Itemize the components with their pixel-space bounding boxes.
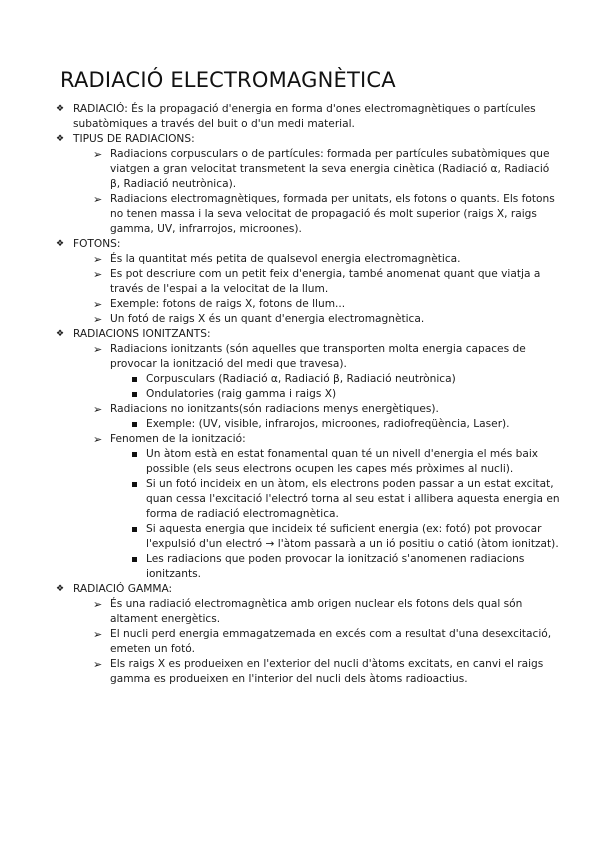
detail-item xyxy=(130,417,560,432)
sub-item xyxy=(93,657,560,687)
detail-text: Si un fotó incideix en un àtom, els electrons poden passar a un estat excitat, quan cessa l'excitació l'electró torna al seu estat i allibera aquesta energia en forma de radiació electromagnètica. xyxy=(146,478,560,520)
arrowhead-bullet-icon: ➢ xyxy=(93,433,103,446)
detail-item xyxy=(130,387,560,402)
diamond-bullet-icon: ❖ xyxy=(56,239,65,249)
sub-item-text: Radiacions no ionitzants(són radiacions menys energètiques). xyxy=(110,403,439,415)
sub-item-text: Els raigs X es produeixen en l'exterior del nucli d'àtoms excitats, en canvi el raigs gamma es produeixen en l'interior del nucli dels àtoms radioactius. xyxy=(110,658,544,685)
detail-item xyxy=(130,477,560,522)
sub-item-text: Exemple: fotons de raigs X, fotons de llum... xyxy=(110,298,346,310)
square-bullet-icon xyxy=(132,527,137,532)
diamond-bullet-icon: ❖ xyxy=(56,104,65,114)
sub-item xyxy=(93,252,560,267)
detail-text: Corpusculars (Radiació α, Radiació β, Radiació neutrònica) xyxy=(146,373,456,385)
square-bullet-icon xyxy=(132,482,137,487)
sub-list xyxy=(93,342,560,582)
detail-text: Les radiacions que poden provocar la ionització s'anomenen radiacions ionitzants. xyxy=(146,553,525,580)
detail-item xyxy=(130,522,560,552)
sub-item-text: Radiacions corpusculars o de partícules: formada per partícules subatòmiques que viatgen a gran velocitat transmetent la seva energia cinètica (Radiació α, Radiació β, Radiació neutrònica). xyxy=(110,148,550,190)
sub-item xyxy=(93,192,560,237)
arrowhead-bullet-icon: ➢ xyxy=(93,403,103,416)
sub-item-text: És una radiació electromagnètica amb origen nuclear els fotons dels qual són altament energètics. xyxy=(110,598,523,625)
sub-item-text: Radiacions electromagnètiques, formada per unitats, els fotons o quants. Els fotons no tenen massa i la seva velocitat de propagació és molt superior (raigs X, raigs gamma, UV, infrarrojos, microones). xyxy=(110,193,555,235)
square-bullet-icon xyxy=(132,422,137,427)
arrowhead-bullet-icon: ➢ xyxy=(93,343,103,356)
section-text: TIPUS DE RADIACIONS: xyxy=(73,133,195,145)
sub-item xyxy=(93,267,560,297)
sub-item xyxy=(93,147,560,192)
section-item xyxy=(56,582,560,687)
arrowhead-bullet-icon: ➢ xyxy=(93,658,103,671)
section-text: FOTONS: xyxy=(73,238,121,250)
outline-list xyxy=(56,102,560,687)
sub-list xyxy=(93,147,560,237)
sub-item-text: El nucli perd energia emmagatzemada en excés com a resultat d'una desexcitació, emeten un fotó. xyxy=(110,628,552,655)
square-bullet-icon xyxy=(132,557,137,562)
sub-list xyxy=(93,597,560,687)
arrowhead-bullet-icon: ➢ xyxy=(93,598,103,611)
section-text: RADIACIONS IONITZANTS: xyxy=(73,328,211,340)
sub-item xyxy=(93,297,560,312)
detail-text: Exemple: (UV, visible, infrarojos, microones, radiofreqüència, Laser). xyxy=(146,418,510,430)
section-text: RADIACIÓ: És la propagació d'energia en forma d'ones electromagnètiques o partícules subatòmiques a través del buit o d'un medi material. xyxy=(73,103,536,130)
sub-item xyxy=(93,312,560,327)
arrowhead-bullet-icon: ➢ xyxy=(93,298,103,311)
arrowhead-bullet-icon: ➢ xyxy=(93,148,103,161)
section-item xyxy=(56,327,560,582)
detail-text: Ondulatories (raig gamma i raigs X) xyxy=(146,388,337,400)
sub-item xyxy=(93,597,560,627)
sub-item-text: Un fotó de raigs X és un quant d'energia electromagnètica. xyxy=(110,313,425,325)
sub-item xyxy=(93,402,560,432)
arrowhead-bullet-icon: ➢ xyxy=(93,628,103,641)
sub-item xyxy=(93,432,560,582)
section-item xyxy=(56,102,560,132)
section-item xyxy=(56,237,560,327)
square-bullet-icon xyxy=(132,392,137,397)
sub-item-text: Fenomen de la ionització: xyxy=(110,433,246,445)
section-text: RADIACIÓ GAMMA: xyxy=(73,583,173,595)
detail-list xyxy=(130,447,560,582)
diamond-bullet-icon: ❖ xyxy=(56,584,65,594)
arrowhead-bullet-icon: ➢ xyxy=(93,268,103,281)
detail-item xyxy=(130,372,560,387)
detail-text: Un àtom està en estat fonamental quan té un nivell d'energia el més baix possible (els seus electrons ocupen les capes més pròximes al nucli). xyxy=(146,448,539,475)
detail-list xyxy=(130,372,560,402)
section-item xyxy=(56,132,560,237)
square-bullet-icon xyxy=(132,377,137,382)
detail-item xyxy=(130,447,560,477)
arrowhead-bullet-icon: ➢ xyxy=(93,313,103,326)
sub-item xyxy=(93,627,560,657)
arrowhead-bullet-icon: ➢ xyxy=(93,193,103,206)
square-bullet-icon xyxy=(132,452,137,457)
arrowhead-bullet-icon: ➢ xyxy=(93,253,103,266)
sub-item-text: És la quantitat més petita de qualsevol energia electromagnètica. xyxy=(110,253,461,265)
sub-item-text: Radiacions ionitzants (són aquelles que transporten molta energia capaces de provocar la ionització del medi que travesa). xyxy=(110,343,526,370)
sub-item xyxy=(93,342,560,402)
sub-item-text: Es pot descriure com un petit feix d'energia, també anomenat quant que viatja a través de l'espai a la velocitat de la llum. xyxy=(110,268,541,295)
detail-text: Si aquesta energia que incideix té suficient energia (ex: fotó) pot provocar l'expulsió d'un electró → l'àtom passarà a un ió positiu o catió (àtom ionitzat). xyxy=(146,523,559,550)
diamond-bullet-icon: ❖ xyxy=(56,134,65,144)
detail-list xyxy=(130,417,560,432)
diamond-bullet-icon: ❖ xyxy=(56,329,65,339)
detail-item xyxy=(130,552,560,582)
sub-list xyxy=(93,252,560,327)
page-title: RADIACIÓ ELECTROMAGNÈTICA xyxy=(60,68,396,92)
